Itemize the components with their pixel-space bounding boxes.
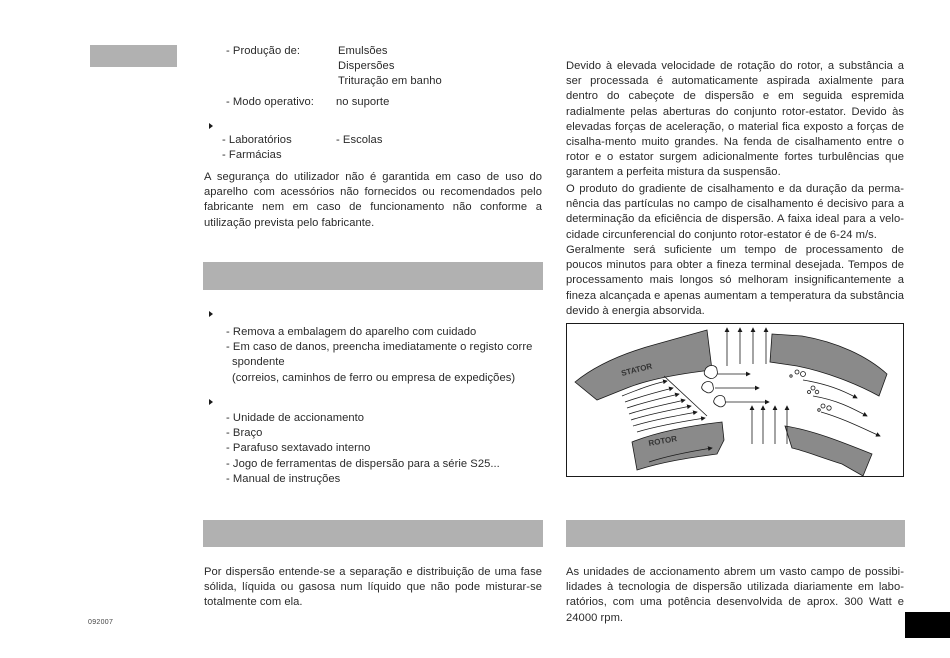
svg-text:ROTOR: ROTOR	[647, 434, 678, 448]
mode-value: no suporte	[336, 96, 390, 108]
usage-farmacias: - Farmácias	[222, 149, 282, 161]
dispersion-paragraph: Por dispersão entende-se a separação e distribuição de uma fase sólida, líquida ou gasosa num líquido que não pode misturar-se totalmente com ela.	[204, 566, 542, 609]
bullet-arrow-icon	[209, 123, 213, 129]
section-header-bar-dispersion	[203, 520, 543, 547]
safety-paragraph: A segurança do utilizador não é garantida em caso de uso do aparelho com acessórios não fornecidos ou recomendados pelo fabricante nem em caso de funcionamento não conforme a utilização prevista pelo fabricante.	[204, 171, 542, 229]
unpack-item-2-cont: spondente	[232, 356, 285, 368]
rotor-paragraph-2: O produto do gradiente de cisalhamento e da duração da perma-nência das partículas no campo de cisalhamento é decisivo para a determinação da eficiência de dispersão. A faixa ideal para a velo-cidade circunferencial do conjunto rotor-estator é de 6-24 m/s.	[566, 183, 904, 241]
page-tab-marker	[905, 612, 950, 638]
production-label: - Produção de:	[226, 45, 301, 57]
rotor-paragraph-1: Devido à elevada velocidade de rotação do rotor, a substância a ser processada é automaticamente aspirada axialmente para dentro do cabeçote de dispersão e em seguida espremida radialmente pelas aberturas do conjunto rotor-estator. Devido às elevadas forças de aceleração, o material fica exposto a forças de cisalha-mento muito grandes. Na fenda de cisalhamento entre o rotor e o estator surgem adicionalmente fortes turbulências que garantem a perfeita mistura da suspensão.	[566, 60, 904, 179]
unpack-item-2: - Em caso de danos, preencha imediatamente o registo corre	[226, 341, 533, 353]
usage-laboratorios: - Laboratórios	[222, 134, 292, 146]
bullet-arrow-icon	[209, 311, 213, 317]
section-header-bar-drive-units	[566, 520, 905, 547]
section-header-bar-unpacking	[203, 262, 543, 290]
rotor-paragraph-3: Geralmente será suficiente um tempo de processamento de poucos minutos para obter a fineza terminal desejada. Tempos de processamento mais longos só melhoram insignificantemente a fineza alcançada e apenas aumentam a temperatura da substância devido à energia absorvida.	[566, 244, 904, 317]
document-code: 092007	[88, 619, 114, 626]
production-value-2: Dispersões	[338, 60, 395, 72]
delivery-item-4: - Jogo de ferramentas de dispersão para a série S25...	[226, 458, 500, 470]
bullet-arrow-icon	[209, 399, 213, 405]
usage-escolas: - Escolas	[336, 134, 383, 146]
delivery-item-5: - Manual de instruções	[226, 473, 341, 485]
unpack-item-3: (correios, caminhos de ferro ou empresa de expedições)	[232, 372, 516, 384]
mode-label: - Modo operativo:	[226, 96, 314, 108]
rotor-stator-illustration	[567, 324, 903, 476]
unpack-item-1: - Remova a embalagem do aparelho com cuidado	[226, 326, 477, 338]
delivery-item-1: - Unidade de accionamento	[226, 412, 365, 424]
rotor-stator-diagram	[566, 323, 904, 477]
production-value-3: Trituração em banho	[338, 75, 442, 87]
delivery-item-2: - Braço	[226, 427, 263, 439]
drive-units-paragraph: As unidades de accionamento abrem um vasto campo de possibi-lidades à tecnologia de dispersão utilizada diariamente em labo-ratórios, com uma potência desenvolvida de aprox. 300 Watt e 24000 rpm.	[566, 566, 904, 624]
section-header-bar-top-left	[90, 45, 177, 67]
production-value-1: Emulsões	[338, 45, 388, 57]
delivery-item-3: - Parafuso sextavado interno	[226, 442, 371, 454]
svg-text:STATOR: STATOR	[620, 361, 654, 378]
